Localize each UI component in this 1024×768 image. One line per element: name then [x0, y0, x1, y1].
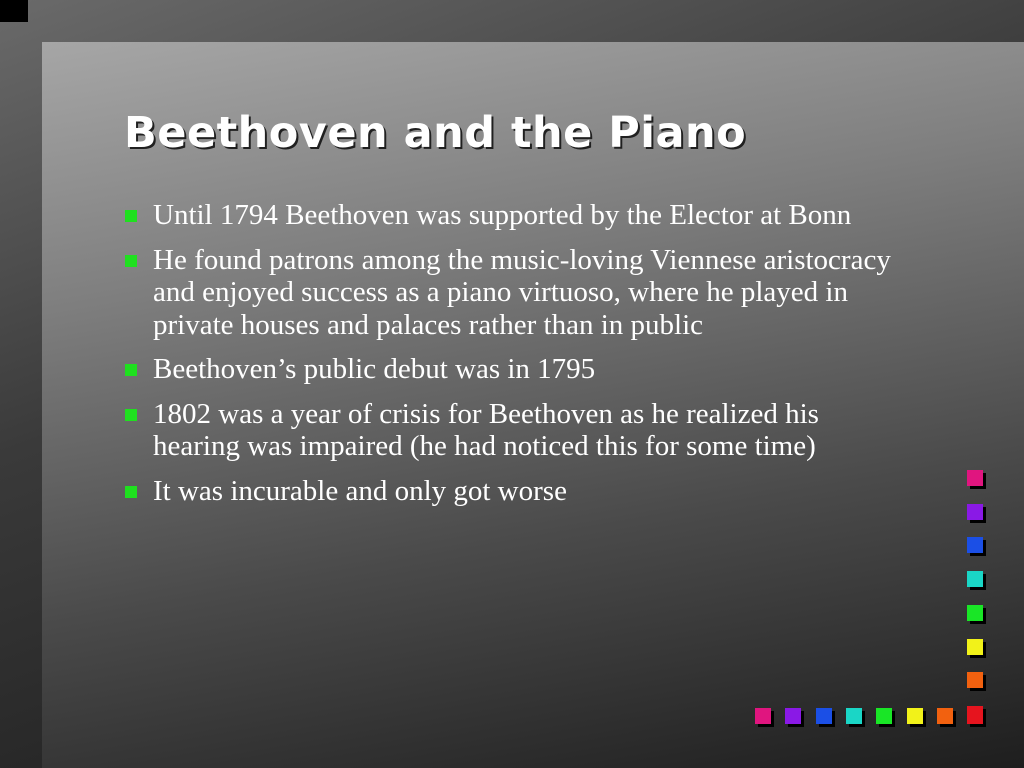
decorative-square: [967, 605, 983, 621]
bullet-item: [122, 244, 912, 342]
bullet-item: [122, 398, 912, 463]
decorative-square: [967, 571, 983, 587]
decorative-square: [785, 708, 801, 724]
square-bullet-icon: [125, 409, 137, 421]
decorative-square: [816, 708, 832, 724]
decorative-square: [967, 639, 983, 655]
decorative-square: [907, 708, 923, 724]
decorative-square: [755, 708, 771, 724]
decorative-square: [876, 708, 892, 724]
decorative-square: [967, 470, 983, 486]
bullet-list: [122, 199, 912, 519]
slide-title: Beethoven and the Piano: [124, 108, 747, 158]
bullet-text: Until 1794 Beethoven was supported by the Elector at Bonn: [153, 199, 852, 231]
bullet-text: He found patrons among the music-loving Viennese aristocracy and enjoyed success as a piano virtuoso, where he played in private houses and palaces rather than in public: [153, 243, 891, 341]
square-bullet-icon: [125, 486, 137, 498]
bullet-item: [122, 353, 912, 386]
square-bullet-icon: [125, 255, 137, 267]
square-bullet-icon: [125, 210, 137, 222]
bullet-text: Beethoven’s public debut was in 1795: [153, 353, 596, 385]
decorative-square: [967, 504, 983, 520]
decorative-square: [967, 537, 983, 553]
decorative-square: [967, 708, 983, 724]
bullet-text: It was incurable and only got worse: [153, 474, 567, 507]
decorative-square: [846, 708, 862, 724]
bullet-item: [122, 475, 912, 508]
corner-mark: [0, 0, 28, 22]
bullet-item: [122, 199, 912, 232]
square-bullet-icon: [125, 364, 137, 376]
bullet-text: 1802 was a year of crisis for Beethoven as he realized his hearing was impaired (he had noticed this for some time): [153, 397, 819, 462]
decorative-square: [967, 672, 983, 688]
decorative-square: [937, 708, 953, 724]
